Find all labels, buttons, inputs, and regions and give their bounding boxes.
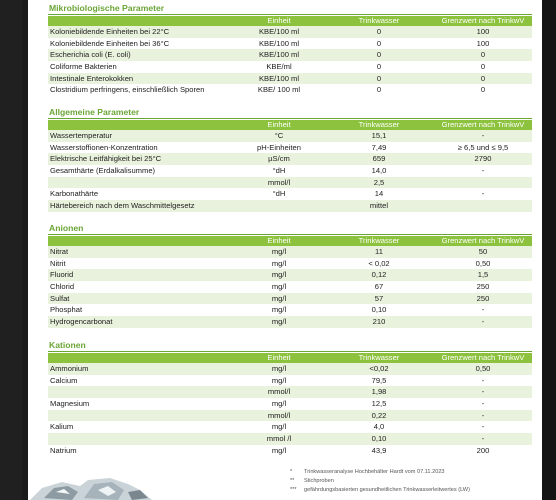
row-value: mittel bbox=[369, 201, 389, 211]
table-row bbox=[48, 165, 532, 177]
row-parameter: Gesamthärte (Erdalkalisumme) bbox=[50, 166, 156, 176]
row-value: 4,0 bbox=[373, 422, 385, 432]
table-header bbox=[48, 236, 532, 246]
row-parameter: Elektrische Leitfähigkeit bei 25°C bbox=[50, 154, 162, 164]
row-parameter: Natrium bbox=[50, 445, 77, 455]
row-unit: mg/l bbox=[271, 375, 287, 385]
row-value: < 0,02 bbox=[368, 258, 390, 268]
row-value: 0,10 bbox=[371, 434, 387, 444]
row-limit bbox=[434, 177, 532, 189]
header-unit: Einheit bbox=[267, 353, 291, 362]
row-unit: mg/l bbox=[271, 317, 287, 327]
row-value: 0 bbox=[376, 85, 382, 95]
row-limit: - bbox=[481, 189, 485, 199]
row-unit: mg/l bbox=[271, 399, 287, 409]
section-title: Mikrobiologische Parameter bbox=[48, 2, 532, 15]
row-limit: 0 bbox=[480, 73, 486, 83]
row-unit: KBE/100 ml bbox=[258, 73, 300, 83]
row-value: 43,9 bbox=[371, 445, 387, 455]
table-row bbox=[48, 142, 532, 154]
row-limit: - bbox=[481, 131, 485, 140]
table-row bbox=[48, 258, 532, 270]
row-parameter bbox=[48, 433, 234, 445]
table-row bbox=[48, 433, 532, 445]
row-parameter: Fluorid bbox=[50, 270, 74, 280]
row-parameter: Härtebereich nach dem Waschmittelgesetz bbox=[50, 201, 195, 211]
footnote bbox=[290, 486, 530, 495]
row-unit: °dH bbox=[272, 166, 286, 176]
header-limit: Grenzwert nach TrinkwV bbox=[441, 353, 525, 362]
table-row bbox=[48, 316, 532, 328]
row-value: 0 bbox=[376, 38, 382, 48]
row-unit: mg/l bbox=[271, 305, 287, 315]
row-value: 0 bbox=[376, 50, 382, 60]
footnote-text: Trinkwasseranalyse Hochbehälter Hardt vom 07.11.2023 bbox=[304, 469, 445, 475]
row-limit: - bbox=[481, 317, 485, 327]
row-limit: 0 bbox=[480, 50, 486, 60]
row-limit: - bbox=[481, 434, 485, 444]
row-value: 0,22 bbox=[371, 410, 387, 420]
row-parameter: Sulfat bbox=[50, 293, 70, 303]
row-value: 0 bbox=[376, 73, 382, 83]
row-value: 0 bbox=[376, 27, 382, 36]
row-limit: ≥ 6,5 und ≤ 9,5 bbox=[457, 142, 509, 152]
row-limit: 0 bbox=[480, 85, 486, 95]
row-parameter: Phosphat bbox=[50, 305, 83, 315]
row-unit: mg/l bbox=[271, 282, 287, 292]
row-unit: mg/l bbox=[271, 270, 287, 280]
section-cations bbox=[48, 339, 532, 457]
table-row bbox=[48, 177, 532, 189]
header-limit: Grenzwert nach TrinkwV bbox=[441, 16, 525, 25]
section-anions bbox=[48, 222, 532, 328]
table-row bbox=[48, 153, 532, 165]
row-value: 14,0 bbox=[371, 166, 387, 176]
row-parameter: Ammonium bbox=[50, 364, 89, 373]
row-value: 67 bbox=[374, 282, 384, 292]
table-row bbox=[48, 130, 532, 142]
footnotes bbox=[290, 468, 530, 495]
header-drinking-water: Trinkwasser bbox=[358, 353, 400, 362]
row-unit: mg/l bbox=[271, 258, 287, 268]
row-parameter: Koloniebildende Einheiten bei 36°C bbox=[50, 38, 170, 48]
table-row bbox=[48, 375, 532, 387]
row-parameter: Karbonathärte bbox=[50, 189, 99, 199]
row-parameter: Coliforme Bakterien bbox=[50, 62, 117, 72]
document-page bbox=[28, 0, 542, 500]
row-limit: 50 bbox=[478, 247, 488, 256]
row-parameter: Kalium bbox=[50, 422, 74, 432]
section-title: Kationen bbox=[48, 339, 532, 352]
row-unit: KBE/100 ml bbox=[258, 27, 300, 36]
row-value: 15,1 bbox=[371, 131, 387, 140]
row-unit: mmol/l bbox=[267, 177, 291, 187]
row-unit: µS/cm bbox=[268, 154, 290, 164]
row-limit: - bbox=[481, 375, 485, 385]
table-row bbox=[48, 49, 532, 61]
footnote bbox=[290, 477, 530, 486]
row-limit: - bbox=[481, 387, 485, 397]
row-unit: pH-Einheiten bbox=[257, 142, 301, 152]
row-parameter: Magnesium bbox=[50, 399, 90, 409]
row-value: 659 bbox=[372, 154, 386, 164]
row-value: 210 bbox=[372, 317, 386, 327]
row-value: 0 bbox=[376, 62, 382, 72]
table-row bbox=[48, 421, 532, 433]
row-unit: mmol /l bbox=[266, 434, 292, 444]
table-row bbox=[48, 73, 532, 85]
row-parameter bbox=[48, 177, 234, 189]
table-header bbox=[48, 120, 532, 130]
table-row bbox=[48, 293, 532, 305]
row-value: 79,5 bbox=[371, 375, 387, 385]
table-row bbox=[48, 61, 532, 73]
header-unit: Einheit bbox=[267, 236, 291, 245]
row-parameter: Chlorid bbox=[50, 282, 75, 292]
row-limit: 0 bbox=[480, 62, 486, 72]
section-title: Allgemeine Parameter bbox=[48, 106, 532, 119]
table-row bbox=[48, 410, 532, 422]
header-drinking-water: Trinkwasser bbox=[358, 120, 400, 129]
table-row bbox=[48, 200, 532, 212]
table-row bbox=[48, 188, 532, 200]
header-drinking-water: Trinkwasser bbox=[358, 16, 400, 25]
header-unit: Einheit bbox=[267, 16, 291, 25]
row-unit: mg/l bbox=[271, 422, 287, 432]
row-limit: 200 bbox=[476, 445, 490, 455]
footnote-text: gefährdungsbasierten gesundheitlichen Trinkwasserleitwertes (LW) bbox=[304, 487, 470, 493]
header-limit: Grenzwert nach TrinkwV bbox=[441, 120, 525, 129]
row-parameter bbox=[48, 410, 234, 422]
row-value: <0,02 bbox=[369, 364, 389, 373]
window-frame-left bbox=[0, 0, 22, 500]
table-row bbox=[48, 246, 532, 258]
table-row bbox=[48, 281, 532, 293]
row-value: 2,5 bbox=[373, 177, 385, 187]
row-unit: mg/l bbox=[271, 445, 287, 455]
row-parameter: Nitrat bbox=[50, 247, 69, 256]
table-row bbox=[48, 26, 532, 38]
row-parameter: Koloniebildende Einheiten bei 22°C bbox=[50, 27, 170, 36]
row-limit: 1,5 bbox=[477, 270, 489, 280]
footnote-mark: ** bbox=[290, 478, 295, 484]
row-unit: KBE/100 ml bbox=[258, 50, 300, 60]
row-limit: - bbox=[481, 305, 485, 315]
row-parameter: Nitrit bbox=[50, 258, 66, 268]
row-limit bbox=[434, 200, 532, 212]
row-unit: mg/l bbox=[271, 364, 287, 373]
row-unit bbox=[234, 200, 324, 212]
row-limit: 250 bbox=[476, 293, 490, 303]
header-limit: Grenzwert nach TrinkwV bbox=[441, 236, 525, 245]
header-drinking-water: Trinkwasser bbox=[358, 236, 400, 245]
table-header bbox=[48, 353, 532, 363]
row-unit: mg/l bbox=[271, 247, 287, 256]
row-parameter: Escherichia coli (E. coli) bbox=[50, 50, 131, 60]
row-unit: KBE/ml bbox=[266, 62, 292, 72]
row-unit: mmol/l bbox=[267, 410, 291, 420]
row-value: 0,10 bbox=[371, 305, 387, 315]
table-row bbox=[48, 386, 532, 398]
row-unit: KBE/100 ml bbox=[258, 38, 300, 48]
row-value: 12,5 bbox=[371, 399, 387, 409]
row-limit: 0,50 bbox=[475, 258, 491, 268]
row-limit: 2790 bbox=[474, 154, 492, 164]
table-row bbox=[48, 363, 532, 375]
section-microbio bbox=[48, 2, 532, 96]
header-unit: Einheit bbox=[267, 120, 291, 129]
row-unit: KBE/ 100 ml bbox=[257, 85, 301, 95]
row-limit: - bbox=[481, 422, 485, 432]
row-unit: °C bbox=[274, 131, 284, 140]
table-row bbox=[48, 269, 532, 281]
row-limit: - bbox=[481, 166, 485, 176]
table-row bbox=[48, 398, 532, 410]
row-parameter: Intestinale Enterokokken bbox=[50, 73, 134, 83]
row-value: 57 bbox=[374, 293, 384, 303]
footnote-mark: *** bbox=[290, 487, 297, 493]
table-row bbox=[48, 84, 532, 96]
row-limit: 100 bbox=[476, 38, 490, 48]
row-parameter: Calcium bbox=[50, 375, 78, 385]
row-unit: mg/l bbox=[271, 293, 287, 303]
row-value: 14 bbox=[374, 189, 384, 199]
ice-cubes-image bbox=[28, 476, 158, 500]
table-row bbox=[48, 304, 532, 316]
footnote bbox=[290, 468, 530, 477]
section-general bbox=[48, 106, 532, 212]
footnote-text: Stichproben bbox=[304, 478, 334, 484]
row-value: 1,98 bbox=[371, 387, 387, 397]
row-value: 0,12 bbox=[371, 270, 387, 280]
row-limit: - bbox=[481, 399, 485, 409]
table-header bbox=[48, 16, 532, 26]
row-limit: 100 bbox=[476, 27, 490, 36]
row-parameter: Clostridium perfringens, einschließlich Sporen bbox=[50, 85, 205, 95]
row-limit: - bbox=[481, 410, 485, 420]
row-parameter: Wassertemperatur bbox=[50, 131, 113, 140]
row-limit: 250 bbox=[476, 282, 490, 292]
row-parameter: Wasserstoffionen-Konzentration bbox=[50, 142, 158, 152]
row-parameter bbox=[48, 386, 234, 398]
table-row bbox=[48, 445, 532, 457]
row-limit: 0,50 bbox=[475, 364, 491, 373]
row-value: 7,49 bbox=[371, 142, 387, 152]
row-value: 11 bbox=[375, 247, 383, 256]
row-unit: °dH bbox=[272, 189, 286, 199]
row-parameter: Hydrogencarbonat bbox=[50, 317, 113, 327]
table-row bbox=[48, 38, 532, 50]
row-unit: mmol/l bbox=[267, 387, 291, 397]
footnote-mark: * bbox=[290, 469, 293, 475]
section-title: Anionen bbox=[48, 222, 532, 235]
